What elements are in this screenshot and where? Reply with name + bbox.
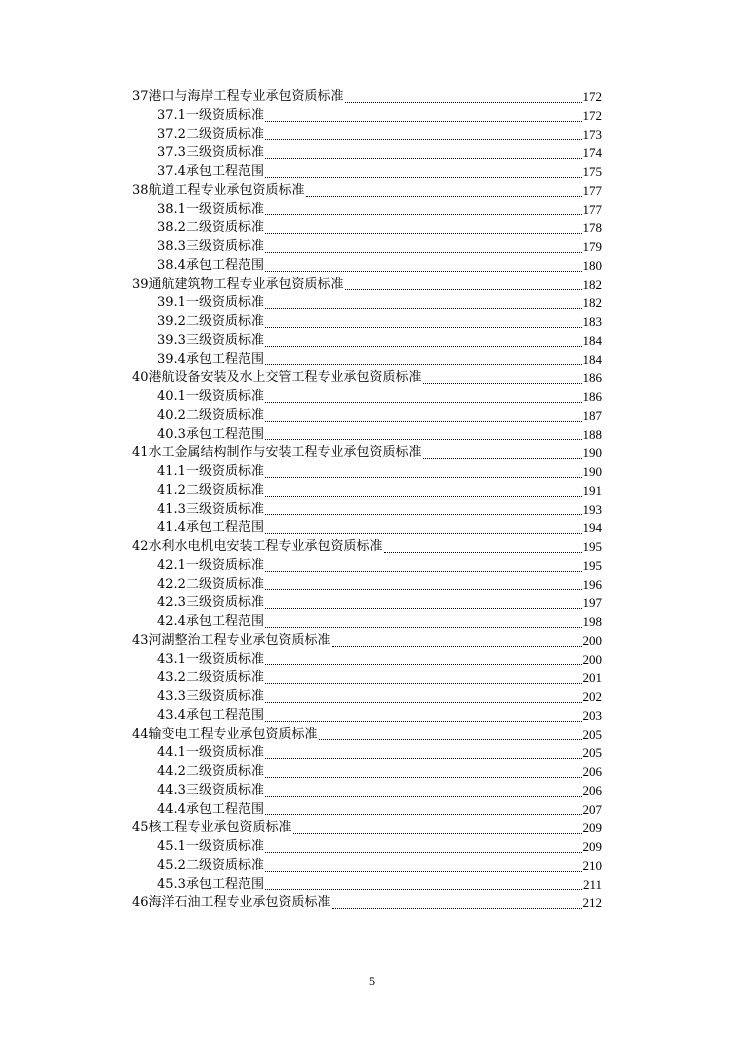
toc-section-entry[interactable] <box>132 126 602 145</box>
toc-entry-title: 38航道工程专业承包资质标准 <box>132 182 305 198</box>
toc-section-entry[interactable] <box>132 332 602 351</box>
toc-dot-leader <box>345 276 582 290</box>
toc-dot-leader <box>265 708 582 722</box>
toc-dot-leader <box>265 689 582 703</box>
toc-section-entry[interactable] <box>132 257 602 276</box>
toc-entry-title: 38.1一级资质标准 <box>157 201 264 217</box>
toc-dot-leader <box>265 220 582 234</box>
toc-entry-page: 202 <box>582 689 602 704</box>
toc-dot-leader <box>265 126 582 140</box>
toc-entry-title: 41.2二级资质标准 <box>157 482 264 498</box>
toc-dot-leader <box>265 389 582 403</box>
toc-section-entry[interactable] <box>132 519 602 538</box>
toc-entry-title: 38.2二级资质标准 <box>157 220 264 236</box>
toc-entry-page: 184 <box>582 332 602 348</box>
toc-entry-title: 44.3三级资质标准 <box>157 782 264 798</box>
toc-entry-title: 43.3三级资质标准 <box>157 689 264 704</box>
toc-entry-title: 37.4承包工程范围 <box>157 164 264 179</box>
toc-entry-title: 45.2二级资质标准 <box>157 857 264 873</box>
toc-section-entry[interactable] <box>132 801 602 820</box>
toc-section-entry[interactable] <box>132 613 602 632</box>
toc-entry-page: 184 <box>582 351 602 367</box>
toc-entry-page: 174 <box>582 145 602 161</box>
toc-dot-leader <box>306 183 582 197</box>
toc-entry-title: 39.1一级资质标准 <box>157 295 264 311</box>
toc-entry-title: 39通航建筑物工程专业承包资质标准 <box>132 276 344 292</box>
toc-entry-page: 183 <box>582 314 602 329</box>
toc-entry-page: 178 <box>582 220 602 236</box>
toc-dot-leader <box>332 633 582 647</box>
toc-entry-page: 190 <box>582 445 602 461</box>
toc-entry-title: 41.1一级资质标准 <box>157 464 264 479</box>
toc-entry-page: 205 <box>582 726 602 742</box>
toc-dot-leader <box>265 201 582 215</box>
toc-section-entry[interactable] <box>132 407 602 426</box>
toc-section-entry[interactable] <box>132 351 602 370</box>
toc-entry-title: 39.2二级资质标准 <box>157 314 264 329</box>
toc-dot-leader <box>265 164 582 178</box>
toc-entry-page: 177 <box>582 201 602 217</box>
toc-dot-leader <box>265 314 582 328</box>
toc-entry-title: 40.1一级资质标准 <box>157 389 264 404</box>
toc-dot-leader <box>265 558 582 572</box>
toc-dot-leader <box>265 501 582 515</box>
toc-entry-page: 200 <box>582 651 602 667</box>
toc-entry-page: 211 <box>582 876 602 892</box>
toc-chapter-entry[interactable] <box>132 726 602 745</box>
page-number: 5 <box>369 974 375 988</box>
toc-entry-page: 209 <box>582 839 602 854</box>
toc-entry-title: 40港航设备安装及水上交管工程专业承包资质标准 <box>132 370 422 386</box>
toc-entry-page: 182 <box>582 295 602 311</box>
toc-entry-title: 42水利水电机电安装工程专业承包资质标准 <box>132 539 383 554</box>
toc-entry-title: 44.1一级资质标准 <box>157 745 264 761</box>
toc-entry-page: 198 <box>582 614 602 629</box>
toc-chapter-entry[interactable] <box>132 369 602 388</box>
toc-entry-title: 42.3三级资质标准 <box>157 595 264 611</box>
toc-dot-leader <box>265 576 582 590</box>
toc-dot-leader <box>423 370 582 384</box>
toc-dot-leader <box>265 876 582 890</box>
toc-entry-page: 177 <box>582 182 602 198</box>
toc-entry-page: 172 <box>582 89 602 104</box>
toc-entry-title: 43.2二级资质标准 <box>157 670 264 686</box>
toc-entry-page: 180 <box>582 257 602 273</box>
toc-chapter-entry[interactable] <box>132 538 602 557</box>
toc-entry-page: 195 <box>582 539 602 554</box>
toc-section-entry[interactable] <box>132 313 602 332</box>
toc-dot-leader <box>265 858 582 872</box>
toc-entry-title: 41水工金属结构制作与安装工程专业承包资质标准 <box>132 445 422 461</box>
toc-entry-title: 37.1一级资质标准 <box>157 107 264 123</box>
toc-entry-title: 43河湖整治工程专业承包资质标准 <box>132 632 331 648</box>
toc-section-entry[interactable] <box>132 501 602 520</box>
toc-entry-title: 46海洋石油工程专业承包资质标准 <box>132 895 331 911</box>
toc-dot-leader <box>265 520 582 534</box>
toc-entry-page: 203 <box>582 707 602 723</box>
toc-entry-title: 37港口与海岸工程专业承包资质标准 <box>132 89 344 104</box>
toc-section-entry[interactable] <box>132 144 602 163</box>
toc-chapter-entry[interactable] <box>132 444 602 463</box>
toc-dot-leader <box>265 239 582 253</box>
toc-entry-title: 45.1一级资质标准 <box>157 839 264 854</box>
toc-entry-title: 37.3三级资质标准 <box>157 145 264 161</box>
toc-entry-title: 45核工程专业承包资质标准 <box>132 820 292 836</box>
toc-entry-page: 194 <box>582 520 602 536</box>
toc-entry-page: 179 <box>582 239 602 254</box>
toc-section-entry[interactable] <box>132 594 602 613</box>
toc-dot-leader <box>265 295 582 309</box>
toc-entry-title: 44.2二级资质标准 <box>157 764 264 779</box>
toc-dot-leader <box>265 670 582 684</box>
toc-section-entry[interactable] <box>132 294 602 313</box>
toc-dot-leader <box>332 895 582 909</box>
toc-entry-title: 42.1一级资质标准 <box>157 557 264 573</box>
toc-dot-leader <box>265 258 582 272</box>
toc-dot-leader <box>265 614 582 628</box>
toc-entry-page: 172 <box>582 107 602 123</box>
toc-chapter-entry[interactable] <box>132 182 602 201</box>
toc-entry-title: 44.4承包工程范围 <box>157 801 264 817</box>
toc-section-entry[interactable] <box>132 763 602 782</box>
toc-section-entry[interactable] <box>132 219 602 238</box>
toc-dot-leader <box>265 595 582 609</box>
toc-entry-page: 175 <box>582 164 602 179</box>
toc-entry-page: 195 <box>582 557 602 573</box>
toc-chapter-entry[interactable] <box>132 894 602 913</box>
toc-section-entry[interactable] <box>132 201 602 220</box>
toc-dot-leader <box>345 89 582 103</box>
toc-entry-page: 188 <box>582 426 602 442</box>
toc-section-entry[interactable] <box>132 651 602 670</box>
toc-section-entry[interactable] <box>132 669 602 688</box>
toc-section-entry[interactable] <box>132 426 602 445</box>
toc-entry-page: 186 <box>582 389 602 404</box>
toc-dot-leader <box>265 108 582 122</box>
toc-chapter-entry[interactable] <box>132 819 602 838</box>
toc-entry-page: 206 <box>582 764 602 779</box>
toc-entry-page: 182 <box>582 276 602 292</box>
toc-entry-page: 212 <box>582 895 602 911</box>
toc-entry-page: 197 <box>582 595 602 611</box>
toc-entry-page: 206 <box>582 782 602 798</box>
toc-dot-leader <box>265 483 582 497</box>
toc-chapter-entry[interactable] <box>132 88 602 107</box>
toc-section-entry[interactable] <box>132 463 602 482</box>
toc-entry-page: 209 <box>582 820 602 836</box>
toc-entry-title: 40.3承包工程范围 <box>157 426 264 442</box>
toc-entry-title: 42.4承包工程范围 <box>157 614 264 629</box>
toc-section-entry[interactable] <box>132 482 602 501</box>
toc-chapter-entry[interactable] <box>132 276 602 295</box>
toc-section-entry[interactable] <box>132 838 602 857</box>
toc-chapter-entry[interactable] <box>132 632 602 651</box>
toc-dot-leader <box>265 408 582 422</box>
toc-entry-title: 41.4承包工程范围 <box>157 520 264 536</box>
toc-entry-page: 186 <box>582 370 602 386</box>
toc-section-entry[interactable] <box>132 388 602 407</box>
toc-entry-title: 42.2二级资质标准 <box>157 576 264 592</box>
toc-entry-page: 191 <box>582 482 602 498</box>
toc-dot-leader <box>265 464 582 478</box>
toc-entry-title: 43.1一级资质标准 <box>157 651 264 667</box>
toc-dot-leader <box>265 839 582 853</box>
toc-section-entry[interactable] <box>132 557 602 576</box>
toc-section-entry[interactable] <box>132 576 602 595</box>
toc-entry-page: 187 <box>582 407 602 423</box>
toc-section-entry[interactable] <box>132 707 602 726</box>
toc-dot-leader <box>384 539 582 553</box>
toc-dot-leader <box>265 351 582 365</box>
toc-entry-page: 201 <box>582 670 602 686</box>
toc-entry-title: 40.2二级资质标准 <box>157 407 264 423</box>
toc-dot-leader <box>265 333 582 347</box>
toc-entry-page: 173 <box>582 126 602 142</box>
toc-dot-leader <box>265 764 582 778</box>
toc-section-entry[interactable] <box>132 688 602 707</box>
toc-entry-page: 196 <box>582 576 602 592</box>
toc-entry-page: 193 <box>582 501 602 517</box>
toc-dot-leader <box>265 801 582 815</box>
toc-entry-title: 38.4承包工程范围 <box>157 257 264 273</box>
toc-section-entry[interactable] <box>132 744 602 763</box>
toc-entry-title: 39.3三级资质标准 <box>157 332 264 348</box>
toc-entry-page: 190 <box>582 464 602 479</box>
toc-entry-page: 207 <box>582 801 602 817</box>
toc-dot-leader <box>265 426 582 440</box>
toc-entry-title: 41.3三级资质标准 <box>157 501 264 517</box>
toc-entry-title: 44输变电工程专业承包资质标准 <box>132 726 318 742</box>
toc-entry-title: 37.2二级资质标准 <box>157 126 264 142</box>
toc-dot-leader <box>265 745 582 759</box>
toc-entry-title: 45.3承包工程范围 <box>157 876 264 892</box>
toc-entry-title: 39.4承包工程范围 <box>157 351 264 367</box>
toc-section-entry[interactable] <box>132 238 602 257</box>
toc-dot-leader <box>423 445 582 459</box>
toc-entry-page: 200 <box>582 632 602 648</box>
toc-dot-leader <box>265 783 582 797</box>
toc-section-entry[interactable] <box>132 782 602 801</box>
toc-dot-leader <box>265 651 582 665</box>
toc-section-entry[interactable] <box>132 876 602 895</box>
toc-dot-leader <box>319 726 582 740</box>
toc-entry-page: 210 <box>582 857 602 873</box>
toc-entry-title: 43.4承包工程范围 <box>157 707 264 723</box>
toc-section-entry[interactable] <box>132 857 602 876</box>
toc-section-entry[interactable] <box>132 163 602 182</box>
toc-dot-leader <box>293 820 582 834</box>
table-of-contents <box>132 88 602 913</box>
toc-dot-leader <box>265 145 582 159</box>
toc-entry-title: 38.3三级资质标准 <box>157 239 264 254</box>
toc-entry-page: 205 <box>582 745 602 761</box>
toc-section-entry[interactable] <box>132 107 602 126</box>
